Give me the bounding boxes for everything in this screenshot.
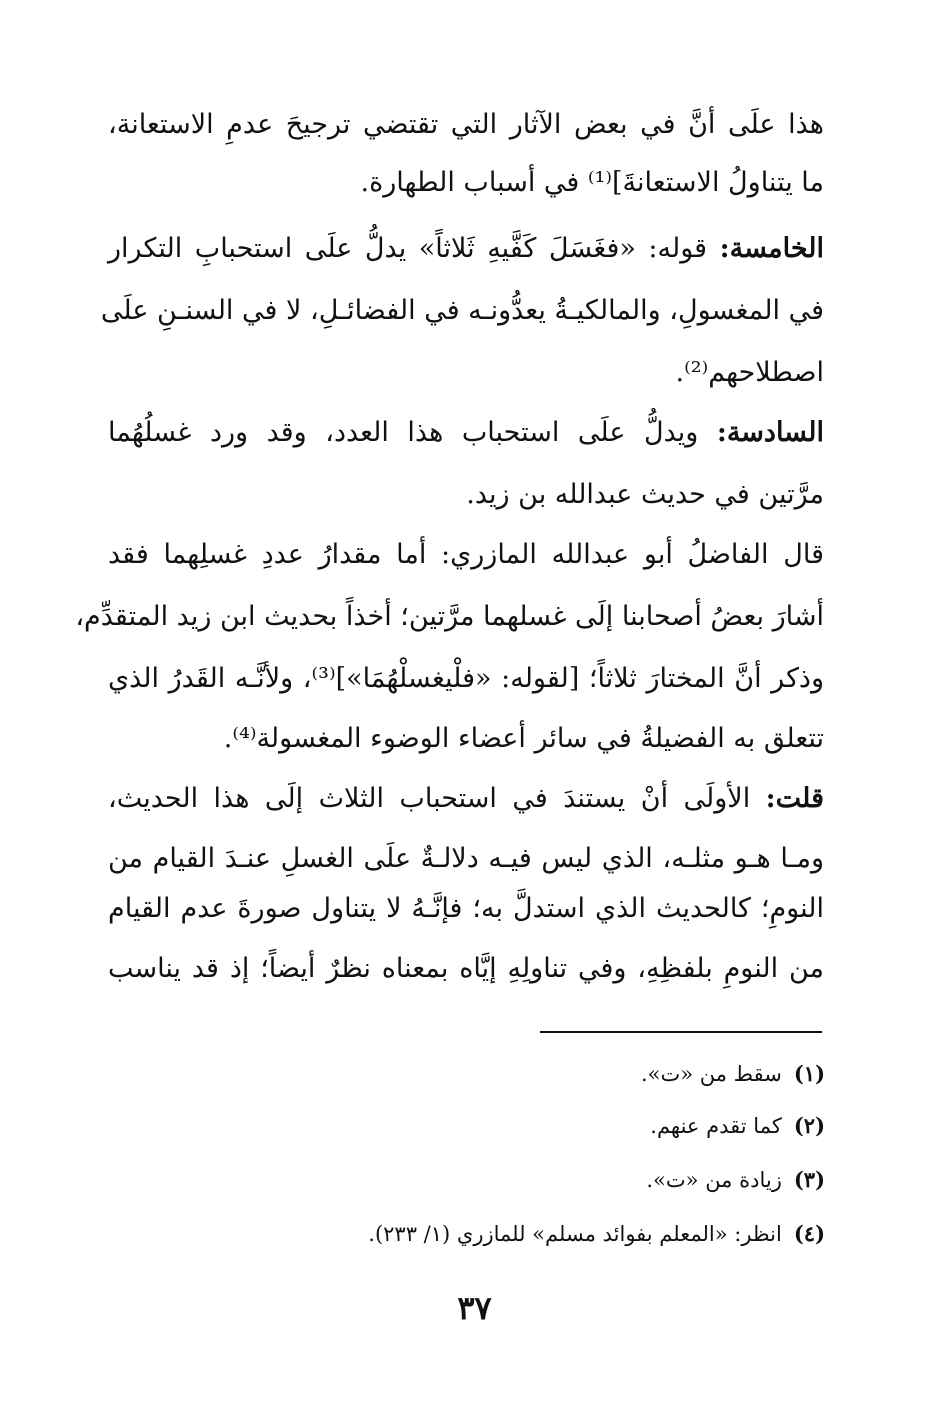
footnote-text: كما تقدم عنهم. xyxy=(650,1114,782,1138)
text-line: هذا علَى أنَّ في بعض الآثار التي تقتضي ترجيحَ عدمِ الاستعانة، xyxy=(108,109,824,140)
text-line: ما يتناولُ الاستعانةَ]⁽¹⁾ في أسباب الطهارة. xyxy=(360,167,824,198)
footnote-text: زيادة من «ت». xyxy=(646,1168,782,1192)
text-line: وذكر أنَّ المختارَ ثلاثاً؛ [لقوله: «فلْيغسلْهُمَا»]⁽³⁾، ولأنَّـه القَدرُ الذي xyxy=(108,663,824,694)
paragraph-lead: قلت: xyxy=(765,783,824,814)
text-line: ومـا هـو مثلـه، الذي ليس فيـه دلالـةٌ علَى الغسلِ عنـدَ القيام من xyxy=(108,843,824,874)
text-line: السادسة: ويدلُّ علَى استحباب هذا العدد، وقد ورد غسلُهُما xyxy=(108,417,824,448)
text-line: تتعلق به الفضيلةُ في سائر أعضاء الوضوء المغسولة⁽⁴⁾. xyxy=(223,723,824,754)
text-line: قلت: الأولَى أنْ يستندَ في استحباب الثلاث إلَى هذا الحديث، xyxy=(108,783,824,814)
text-line: من النومِ بلفظِهِ، وفي تناولِهِ إيَّاه بمعناه نظرٌ أيضاً؛ إذ قد يناسب xyxy=(108,953,824,984)
footnote xyxy=(225,1160,825,1200)
text-line: في المغسولِ، والمالكيـةُ يعدُّونـه في الفضائـلِ، لا في السنـنِ علَى xyxy=(100,295,824,326)
paragraph-lead: السادسة: xyxy=(716,417,824,448)
footnote-text: سقط من «ت». xyxy=(640,1062,782,1086)
text-line: الخامسة: قوله: «فغَسَلَ كَفَّيهِ ثَلاثاً» يدلُّ علَى استحبابِ التكرار xyxy=(108,233,825,264)
footnote-number: (٢) xyxy=(793,1113,825,1138)
footnote xyxy=(225,1106,825,1146)
footnote-number: (٣) xyxy=(793,1167,825,1192)
footnote xyxy=(225,1214,825,1254)
footnote-number: (١) xyxy=(793,1061,825,1086)
text-line: قال الفاضلُ أبو عبدالله المازري: أما مقدارُ عددِ غسلِهما فقد xyxy=(108,539,824,570)
footnote xyxy=(225,1054,825,1094)
footnote-separator xyxy=(540,1031,822,1033)
paragraph-lead: الخامسة: xyxy=(719,233,825,264)
text-line: النومِ؛ كالحديث الذي استدلَّ به؛ فإنَّـهُ لا يتناول صورةَ عدم القيام xyxy=(108,893,824,924)
page-number: ٣٧ xyxy=(457,1289,492,1327)
footnote-text: انظر: «المعلم بفوائد مسلم» للمازري (١/ ٢٣٣). xyxy=(368,1222,782,1246)
text-line: اصطلاحهم⁽²⁾. xyxy=(675,357,824,388)
text-line: أشارَ بعضُ أصحابنا إلَى غسلهما مرَّتين؛ أخذاً بحديث ابن زيد المتقدِّم، xyxy=(75,601,824,632)
footnote-number: (٤) xyxy=(793,1221,825,1246)
text-line: مرَّتين في حديث عبدالله بن زيد. xyxy=(466,479,824,510)
